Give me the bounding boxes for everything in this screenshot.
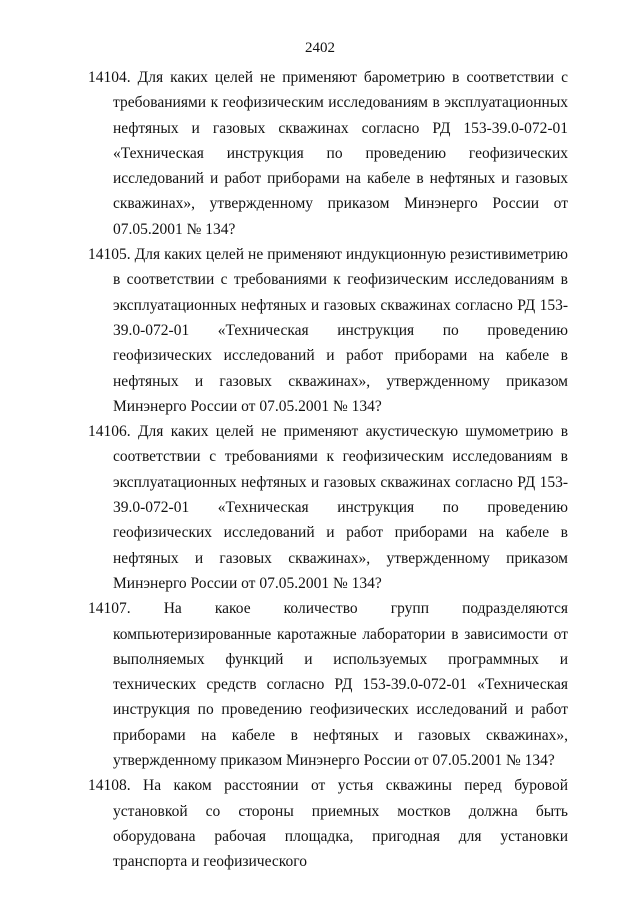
question-item [88,242,568,419]
question-item [88,773,568,874]
question-text: Для каких целей не применяют барометрию в соответствии с требованиями к геофизическим исследованиям в эксплуатационных нефтяных и газовых скважинах согласно РД 153-39.0-072-01 «Техническая инструкция по проведению геофизических исследований и работ приборами на кабеле в нефтяных и газовых скважинах», утвержденному приказом Минэнерго России от 07.05.2001 № 134? [113,69,569,238]
question-item [88,419,568,596]
question-number: 14108. [88,777,131,795]
question-number: 14106. [88,423,131,441]
question-number: 14107. [88,600,131,618]
question-text: Для каких целей не применяют акустическую шумометрию в соответствии с требованиями к геофизическим исследованиям в эксплуатационных нефтяных и газовых скважинах согласно РД 153-39.0-072-01 «Техническая инструкция по проведению геофизических исследований и работ приборами на кабеле в нефтяных и газовых скважинах», утвержденному приказом Минэнерго России от 07.05.2001 № 134? [113,423,569,592]
question-text: На какое количество групп подразделяются компьютеризированные каротажные лаборатории в зависимости от выполняемых функций и используемых программных и технических средств согласно РД 153-39.0-072-01 «Техническая инструкция по проведению геофизических исследований и работ приборами на кабеле в нефтяных и газовых скважинах», утвержденному приказом Минэнерго России от 07.05.2001 № 134? [113,600,568,770]
question-item [88,65,568,242]
question-list [88,65,568,875]
question-number: 14105. [88,246,131,264]
question-text: На каком расстоянии от устья скважины перед буровой установкой со стороны приемных мостков должна быть оборудована рабочая площадка, пригодная для установки транспорта и геофизического [113,777,568,871]
question-number: 14104. [88,69,131,86]
page-number: 2402 [305,40,335,56]
question-item [88,596,568,773]
question-text: Для каких целей не применяют индукционную резистивиметрию в соответствии с требованиями к геофизическим исследованиям в эксплуатационных нефтяных и газовых скважинах согласно РД 153-39.0-072-01 «Техническая инструкция по проведению геофизических исследований и работ приборами на кабеле в нефтяных и газовых скважинах», утвержденному приказом Минэнерго России от 07.05.2001 № 134? [113,246,569,415]
